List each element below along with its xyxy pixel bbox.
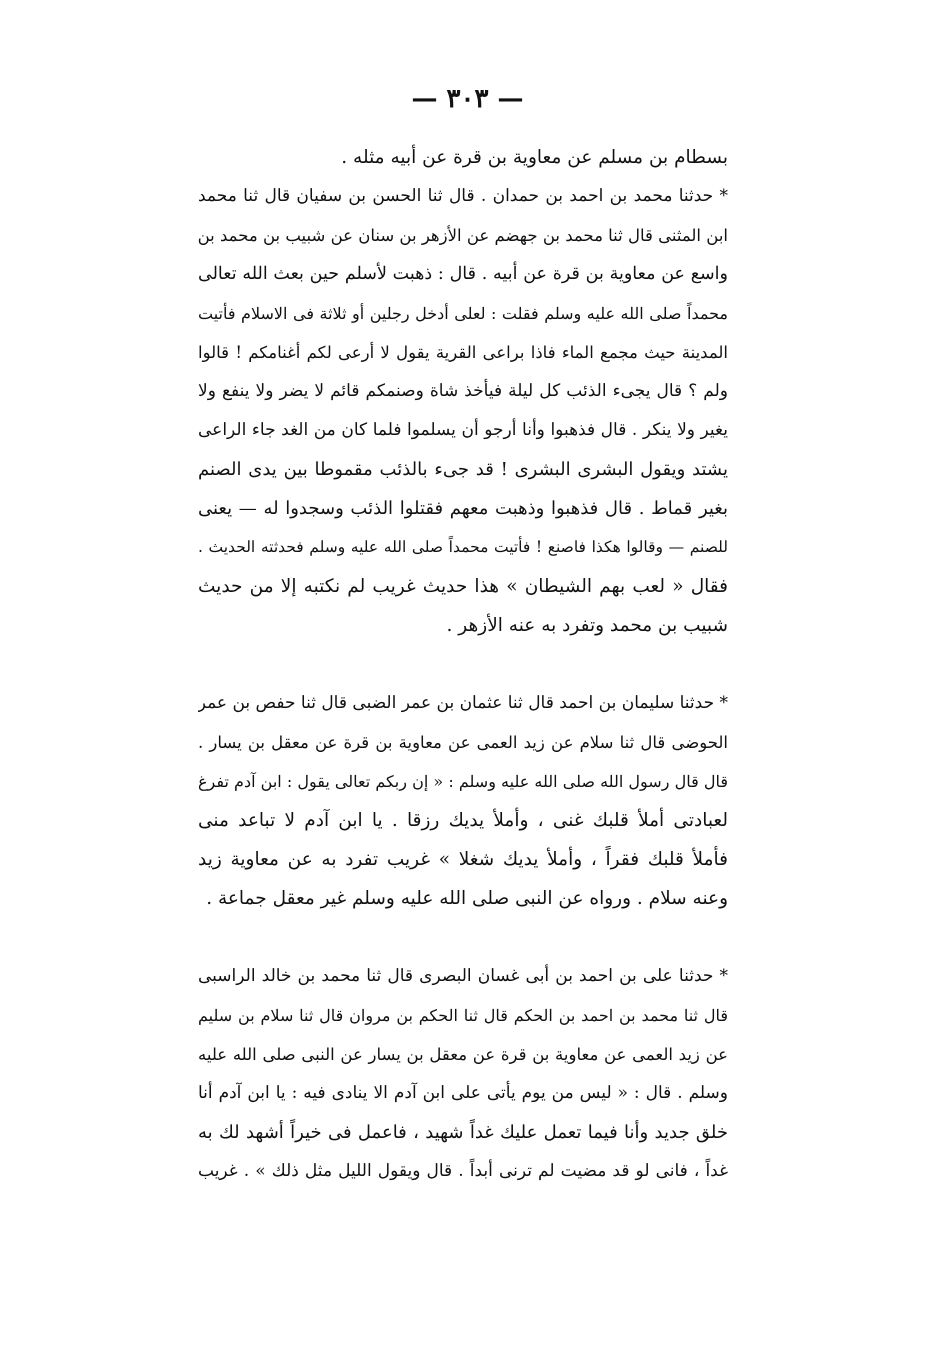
text-line: المدينة حيث مجمع الماء فاذا براعى القرية يقول لا أرعى لكم أغنامكم ! قالوا [198,343,728,362]
text-line: بغير قماط . قال فذهبوا وذهبت معهم فقتلوا الذئب وسجدوا له — يعنى [198,498,728,519]
text-line: قال ثنا محمد بن احمد بن الحكم قال ثنا الحكم بن مروان قال ثنا سلام بن سليم [198,1006,728,1025]
text-line: لعبادتى أملأ قلبك غنى ، وأملأ يديك رزقا . يا ابن آدم لا تباعد منى [198,810,728,831]
text-line: واسع عن معاوية بن قرة عن أبيه . قال : ذهبت لأسلم حين بعث الله تعالى [198,264,728,284]
text-line: غداً ، فانى لو قد مضيت لم ترنى أبداً . قال ويقول الليل مثل ذلك » . غريب [198,1161,728,1181]
text-line: قال قال رسول الله صلى الله عليه وسلم : « إن ربكم تعالى يقول : ابن آدم تفرغ [198,772,728,791]
text-line: محمداً صلى الله عليه وسلم فقلت : لعلى أدخل رجلين أو ثلاثة فى الاسلام فأتيت [198,304,728,323]
text-line: * حدثنا على بن احمد بن أبى غسان البصرى قال ثنا محمد بن خالد الراسبى [198,966,728,986]
text-line: شبيب بن محمد وتفرد به عنه الأزهر . [446,615,728,636]
text-line: عن زيد العمى عن معاوية بن قرة عن معقل بن يسار عن النبى صلى الله عليه [198,1045,728,1064]
text-line: خلق جديد وأنا فيما تعمل عليك غداً شهيد ، فاعمل فى خيراً أشهد لك به [198,1122,728,1143]
text-line: وعنه سلام . ورواه عن النبى صلى الله عليه وسلم غير معقل جماعة . [206,888,728,909]
text-line: فأملأ قلبك فقراً ، وأملأ يديك شغلا » غريب تفرد به عن معاوية زيد [198,849,728,870]
text-line: يشتد ويقول البشرى البشرى ! قد جىء بالذئب مقموطا بين يدى الصنم [198,459,728,480]
body-text [198,138,728,1191]
text-line: للصنم — وقالوا هكذا فاصنع ! فأتيت محمداً صلى الله عليه وسلم فحدثته الحديث . [198,538,728,556]
text-line: الحوضى قال ثنا سلام عن زيد العمى عن معاوية بن قرة عن معقل بن يسار . [198,733,728,752]
text-line: يغير ولا ينكر . قال فذهبوا وأنا أرجو أن يسلموا فلما كان من الغد جاء الراعى [198,420,728,440]
text-line: وسلم . قال : « ليس من يوم يأتى على ابن آدم الا ينادى فيه : يا ابن آدم أنا [198,1083,728,1103]
text-line: * حدثنا سليمان بن احمد قال ثنا عثمان بن عمر الضبى قال ثنا حفص بن عمر [198,693,728,713]
text-line: بسطام بن مسلم عن معاوية بن قرة عن أبيه مثله . [341,147,728,168]
paragraph-gap [198,918,728,957]
text-line: ابن المثنى قال ثنا محمد بن جهضم عن الأزهر بن سنان عن شبيب بن محمد بن [198,226,728,245]
text-line: فقال « لعب بهم الشيطان » هذا حديث غريب لم نكتبه إلا من حديث [198,576,728,597]
paragraph-gap [198,645,728,684]
text-line: * حدثنا محمد بن احمد بن حمدان . قال ثنا الحسن بن سفيان قال ثنا محمد [198,186,728,206]
text-line: ولم ؟ قال يجىء الذئب كل ليلة فيأخذ شاة وصنمكم قائم لا يضر ولا ينفع ولا [198,381,728,401]
page-number: — ٣٠٣ — [411,84,524,114]
